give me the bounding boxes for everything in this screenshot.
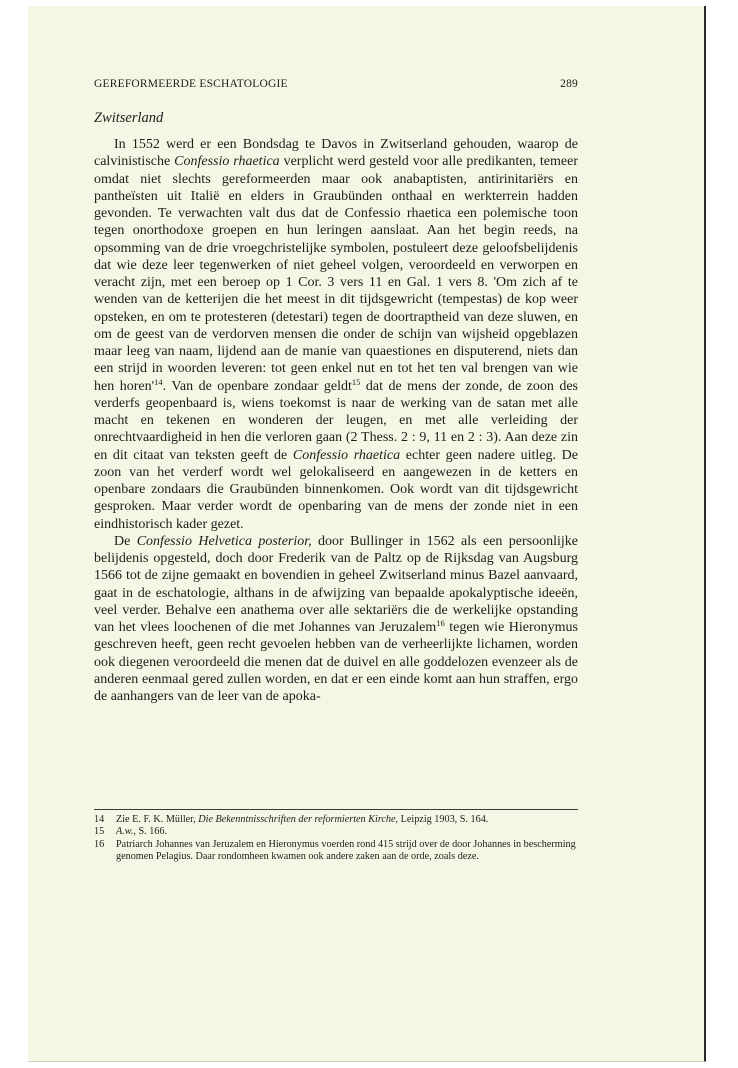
page-header — [94, 78, 578, 94]
text-run: Zie E. F. K. Müller, — [116, 814, 199, 825]
footnote-number: 15 — [94, 826, 105, 838]
footnote-number: 14 — [94, 814, 105, 825]
text-run: De — [114, 533, 137, 549]
footnote-14 — [94, 814, 578, 826]
footnote-reference-15: 15 — [351, 376, 361, 387]
footnote-16 — [94, 839, 578, 864]
text-run: S. 166. — [135, 826, 168, 838]
text-run: echter geen nadere uitleg. De zoon van het verderf wordt wel gelokaliseerd en aangewezen in de ketters en openbare zondaars die Graubünden binnenkomen. Ook wordt van dit tijdsgewricht gesproken. Maar verder wordt de openbaring van de mens der zonde niet in een eindhistorisch kader gezet. — [94, 447, 578, 532]
footnote-text — [116, 814, 578, 826]
text-run: tegen wie Hieronymus geschreven heeft, geen recht gevoelen hebben van de verheerlijkte lichamen, worden ook diegenen veroordeeld die menen dat de duivel en alle goddelozen evenzeer als de anderen eenmaal gered zullen worden, en dat er een einde komt aan hun straffen, ergo de aanhangers van de leer van de apoka- — [94, 620, 579, 704]
page-number: 289 — [560, 78, 578, 90]
text-run: In 1552 werd er een Bondsdag te Davos in Zwitserland gehouden, waarop de calvinistische — [94, 137, 578, 170]
footnote-text — [116, 839, 578, 864]
italic-title: Confessio Helvetica posterior, — [136, 533, 312, 549]
footnote-reference-14: 14 — [154, 376, 163, 387]
footnotes — [94, 814, 578, 863]
italic-title: Die Bekenntnisschriften der reformierten Kirche, — [198, 814, 399, 825]
footnote-number: 16 — [94, 838, 105, 850]
text-run: Patriarch Johannes van Jeruzalem en Hieronymus voerden rond 415 strijd over de door Johannes in bescherming genomen Pelagius. Daar rondomheen kwamen ook andere zaken aan de orde, zoals deze. — [116, 838, 576, 862]
italic-title: Confessio rhaetica — [174, 154, 280, 170]
section-title: Zwitserland — [94, 110, 164, 126]
paragraph-1 — [94, 136, 578, 533]
text-run: verplicht werd gesteld voor alle predikanten, temeer omdat niet slechts gereformeerden maar ook anabaptisten, antirinitariërs en pantheïsten uit Italië en elders in Graubünden onthaal en werkterrein hadden gevonden. Te verwachten valt dus dat de Confessio rhaetica een polemische toon tegen onorthodoxe groepen en hun leringen aanslaat. Aan het begin reeds, na opsomming van de drie vroegchristelijke symbolen, postuleert deze geloofsbelijdenis dat wie deze leer tegenwerken of niet geheel volgen, veroordeeld en verworpen en veracht zijn, met een beroep op 1 Cor. 3 vers 11 en Gal. 1 vers 8. 'Om zich af te wenden van de ketterijen die het meest in dit tijdsgewricht (tempestas) de kop weer opsteken, en om te protesteren (detestari) tegen de doortraptheid van deze sluwen, en om de geest van de verdorven mensen die onder de schijn van wijsheid opgeblazen maar leeg van naam, lijdend aan de manie van quaestiones en disputerend, niets dan een strijd in woorden leveren: tot geen enkel nut en tot het ten val brengen van wie hen horen' — [94, 154, 578, 394]
footnote-text — [116, 826, 578, 838]
footnote-separator — [94, 809, 578, 810]
footnote-15 — [94, 826, 578, 838]
paragraph-2 — [94, 533, 578, 706]
text-run: . Van de openbare zondaar geldt — [162, 378, 352, 394]
italic-title: A.w., — [116, 826, 136, 838]
italic-title: Confessio rhaetica — [292, 447, 401, 463]
running-head: GEREFORMEERDE ESCHATOLOGIE — [94, 78, 288, 90]
footnote-reference-16: 16 — [436, 618, 445, 628]
text-run: dat de mens der zonde, de zoon des verderfs geopenbaard is, wiens toekomst is naar de werking van de satan met alle macht en tekenen en wonderen der leugen, en met alle verleiding der onrechtvaardigheid in hen die verloren gaan (2 Thess. 2 : 9, 11 en 2 : 3). Aan deze zin en dit citaat van teksten geeft de — [94, 378, 579, 463]
text-run: door Bullinger in 1562 als een persoonlijke belijdenis opgesteld, doch door Frederik van de Paltz op de Rijksdag van Augsburg 1566 tot de zijne gemaakt en bovendien in geheel Zwitserland minus Bazel aanvaard, gaat in de eschatologie, althans in de afwijzing van bepaalde apokalyptische ideeën, veel verder. Behalve een anathema over alle sektariërs die de werkelijke opstanding van het vlees loochenen of die met Johannes van Jeruzalem — [94, 533, 579, 635]
text-run: Leipzig 1903, S. 164. — [398, 814, 489, 825]
body-text — [94, 136, 578, 705]
